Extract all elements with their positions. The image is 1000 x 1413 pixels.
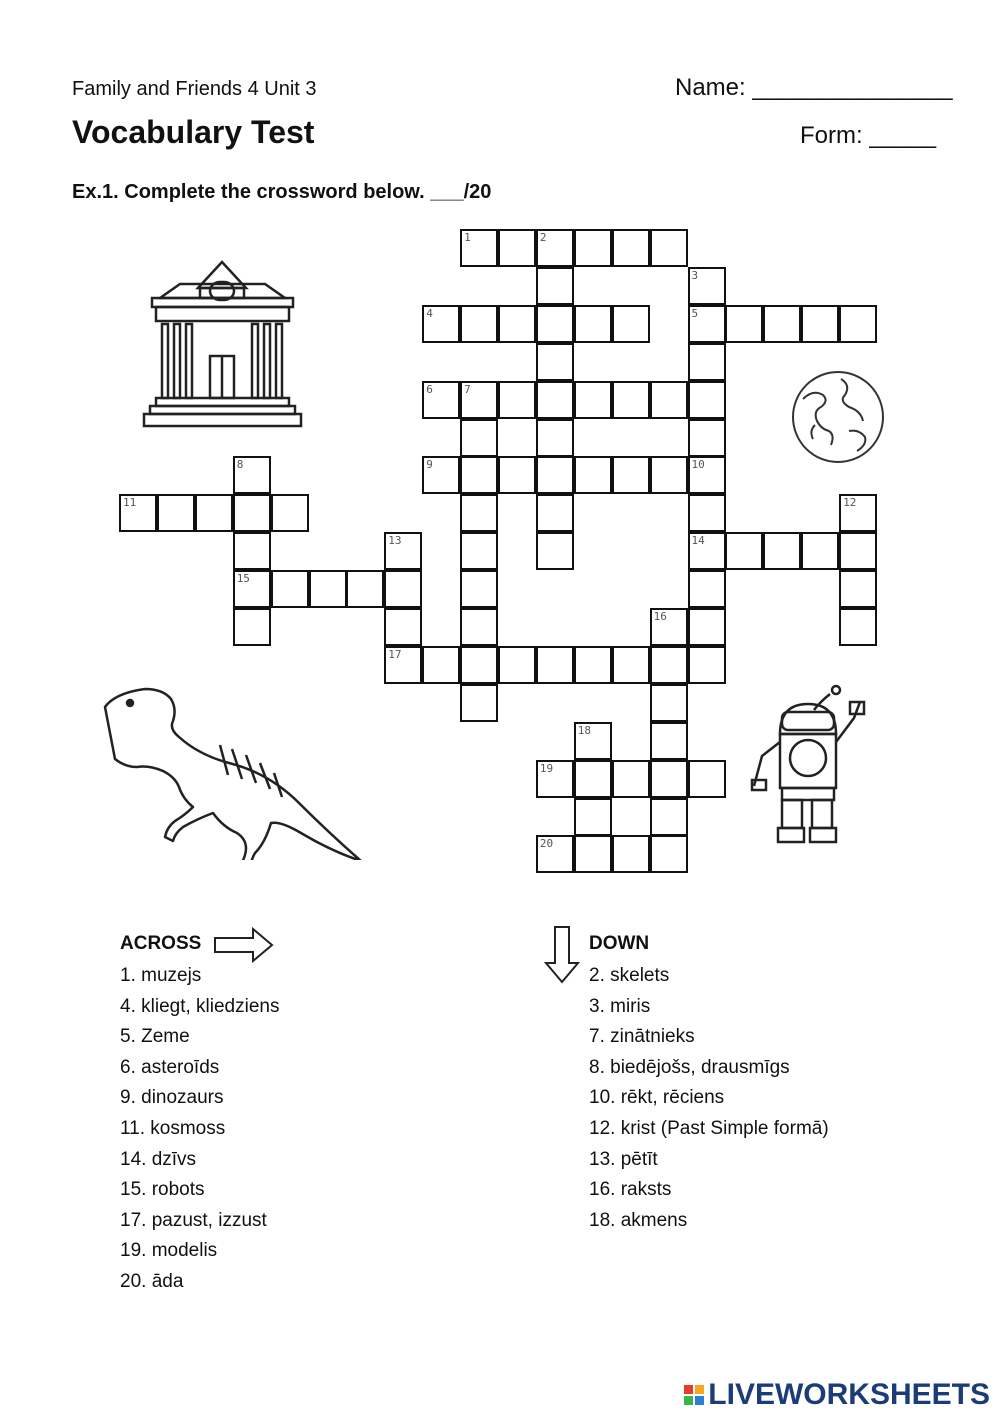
crossword-cell[interactable] (460, 229, 498, 267)
crossword-cell[interactable] (460, 684, 498, 722)
crossword-cell[interactable] (688, 267, 726, 305)
across-clue: 11. kosmoss (120, 1118, 226, 1139)
crossword-cell[interactable] (422, 456, 460, 494)
clue-number: 18 (577, 723, 592, 737)
crossword-cell[interactable] (725, 305, 763, 343)
crossword-cell[interactable] (498, 305, 536, 343)
crossword-cell[interactable] (233, 570, 271, 608)
crossword-cell[interactable] (650, 798, 688, 836)
crossword-cell[interactable] (422, 381, 460, 419)
crossword-cell[interactable] (650, 229, 688, 267)
crossword-cell[interactable] (688, 608, 726, 646)
crossword-cell[interactable] (536, 835, 574, 873)
crossword-cell[interactable] (688, 419, 726, 457)
across-heading: ACROSS (120, 933, 202, 954)
crossword-cell[interactable] (384, 532, 422, 570)
crossword-cell[interactable] (157, 494, 195, 532)
crossword-cell[interactable] (688, 343, 726, 381)
crossword-cell[interactable] (498, 456, 536, 494)
crossword-cell[interactable] (384, 608, 422, 646)
crossword-cell[interactable] (384, 646, 422, 684)
crossword-cell[interactable] (536, 229, 574, 267)
down-clue: 18. akmens (589, 1209, 688, 1231)
crossword-cell[interactable] (498, 229, 536, 267)
crossword-cell[interactable] (460, 608, 498, 646)
worksheet-subtitle: Family and Friends 4 Unit 3 (72, 78, 317, 100)
crossword-cell[interactable] (650, 760, 688, 798)
clue-number: 19 (539, 761, 554, 775)
crossword-cell[interactable] (460, 305, 498, 343)
across-clue: 14. dzīvs (120, 1148, 197, 1170)
crossword-cell[interactable] (346, 570, 384, 608)
crossword-cell[interactable] (536, 494, 574, 532)
crossword-cell[interactable] (725, 532, 763, 570)
crossword-cell[interactable] (839, 532, 877, 570)
down-clue: 12. krist (Past Simple formā) (589, 1118, 829, 1139)
down-clue: 7. zinātnieks (589, 1026, 695, 1048)
crossword-cell[interactable] (536, 381, 574, 419)
crossword-cell[interactable] (384, 570, 422, 608)
down-clue: 2. skelets (589, 965, 670, 986)
clue-number: 13 (388, 534, 402, 548)
across-clue: 6. asteroīds (120, 1056, 220, 1078)
clue-number: 14 (691, 534, 705, 548)
crossword-cell[interactable] (233, 456, 271, 494)
crossword-cell[interactable] (271, 494, 309, 532)
crossword-cell[interactable] (801, 532, 839, 570)
crossword-cell[interactable] (536, 532, 574, 570)
crossword-cell[interactable] (460, 532, 498, 570)
across-clue: 20. āda (120, 1271, 184, 1292)
crossword-cell[interactable] (422, 646, 460, 684)
clue-number: 9 (426, 458, 433, 472)
globe-icon (789, 369, 887, 465)
crossword-cell[interactable] (536, 760, 574, 798)
across-clue: 17. pazust, izzust (120, 1209, 267, 1231)
crossword-cell[interactable] (839, 608, 877, 646)
crossword-cell[interactable] (688, 456, 726, 494)
crossword-cell[interactable] (574, 229, 612, 267)
crossword-cell[interactable] (650, 381, 688, 419)
crossword-cell[interactable] (650, 722, 688, 760)
crossword-cell[interactable] (688, 532, 726, 570)
crossword-cell[interactable] (460, 570, 498, 608)
crossword-cell[interactable] (612, 229, 650, 267)
clue-number: 15 (236, 572, 250, 586)
down-clue: 16. raksts (589, 1179, 672, 1201)
crossword-cell[interactable] (574, 835, 612, 873)
crossword-cell[interactable] (233, 494, 271, 532)
crossword-cell[interactable] (195, 494, 233, 532)
crossword-cell[interactable] (271, 570, 309, 608)
crossword-cell[interactable] (460, 456, 498, 494)
museum-icon (140, 258, 305, 430)
crossword-cell[interactable] (612, 305, 650, 343)
crossword-cell[interactable] (650, 646, 688, 684)
across-clue: 5. Zeme (120, 1026, 190, 1048)
crossword-cell[interactable] (650, 835, 688, 873)
crossword-cell[interactable] (536, 456, 574, 494)
crossword-cell[interactable] (688, 570, 726, 608)
liveworksheets-logo (684, 1378, 990, 1412)
clue-number: 16 (653, 610, 667, 623)
down-heading: DOWN (589, 933, 650, 954)
clue-number: 2 (539, 231, 547, 244)
right-arrow-icon (213, 926, 275, 964)
down-arrow-icon (543, 925, 581, 985)
clue-number: 3 (691, 268, 699, 282)
logo-mark-icon (684, 1385, 704, 1405)
crossword-cell[interactable] (574, 381, 612, 419)
logo-text: LIVEWORKSHEETS (708, 1378, 990, 1411)
crossword-cell[interactable] (498, 381, 536, 419)
crossword-cell[interactable] (498, 646, 536, 684)
across-clue: 19. modelis (120, 1240, 218, 1262)
crossword-cell[interactable] (574, 798, 612, 836)
clue-number: 5 (691, 306, 699, 320)
robot-icon (750, 684, 870, 849)
crossword-cell[interactable] (839, 570, 877, 608)
crossword-cell[interactable] (650, 684, 688, 722)
name-field[interactable]: Name: _______________ (675, 74, 953, 101)
crossword-cell[interactable] (536, 343, 574, 381)
crossword-cell[interactable] (650, 608, 688, 646)
crossword-cell[interactable] (839, 305, 877, 343)
crossword-cell[interactable] (612, 760, 650, 798)
clue-number: 17 (388, 647, 402, 661)
crossword-cell[interactable] (536, 305, 574, 343)
clue-number: 8 (236, 458, 244, 472)
across-clue: 1. muzejs (120, 965, 202, 986)
across-clue: 15. robots (120, 1179, 205, 1201)
clue-number: 12 (843, 496, 857, 510)
crossword-cell[interactable] (763, 305, 801, 343)
exercise-instruction: Ex.1. Complete the crossword below. ___/20 (72, 181, 492, 203)
clue-number: 6 (426, 382, 433, 396)
crossword-cell[interactable] (460, 381, 498, 419)
down-clue: 3. miris (589, 995, 651, 1017)
crossword-cell[interactable] (574, 722, 612, 760)
crossword-cell[interactable] (688, 494, 726, 532)
down-clue: 13. pētīt (589, 1148, 658, 1170)
across-clue: 9. dinozaurs (120, 1087, 224, 1109)
crossword-cell[interactable] (309, 570, 347, 608)
crossword-cell[interactable] (422, 305, 460, 343)
down-clue: 10. rēkt, rēciens (589, 1087, 725, 1109)
page-title: Vocabulary Test (72, 114, 315, 150)
crossword-cell[interactable] (688, 760, 726, 798)
across-clue: 4. kliegt, kliedziens (120, 995, 280, 1017)
crossword-cell[interactable] (460, 646, 498, 684)
crossword-cell[interactable] (536, 419, 574, 457)
clue-number: 4 (426, 306, 433, 320)
clue-number: 11 (123, 496, 137, 510)
crossword-cell[interactable] (574, 456, 612, 494)
clue-number: 1 (464, 231, 471, 244)
crossword-cell[interactable] (650, 456, 688, 494)
crossword-cell[interactable] (574, 646, 612, 684)
crossword-cell[interactable] (612, 646, 650, 684)
down-clue: 8. biedējošs, drausmīgs (589, 1056, 790, 1078)
clue-number: 20 (539, 837, 554, 851)
crossword-cell[interactable] (801, 305, 839, 343)
crossword-cell[interactable] (688, 305, 726, 343)
clue-number: 10 (691, 458, 705, 472)
crossword-cell[interactable] (460, 494, 498, 532)
crossword-cell[interactable] (612, 835, 650, 873)
crossword-cell[interactable] (233, 608, 271, 646)
crossword-cell[interactable] (574, 760, 612, 798)
crossword-cell[interactable] (119, 494, 157, 532)
form-field[interactable]: Form: _____ (800, 122, 937, 149)
crossword-cell[interactable] (233, 532, 271, 570)
crossword-cell[interactable] (688, 381, 726, 419)
crossword-cell[interactable] (688, 646, 726, 684)
clue-number: 7 (464, 382, 471, 396)
crossword-cell[interactable] (763, 532, 801, 570)
crossword-cell[interactable] (612, 381, 650, 419)
crossword-cell[interactable] (536, 267, 574, 305)
crossword-cell[interactable] (460, 419, 498, 457)
crossword-cell[interactable] (536, 646, 574, 684)
dinosaur-icon (100, 685, 365, 860)
crossword-cell[interactable] (612, 456, 650, 494)
crossword-cell[interactable] (839, 494, 877, 532)
crossword-cell[interactable] (574, 305, 612, 343)
